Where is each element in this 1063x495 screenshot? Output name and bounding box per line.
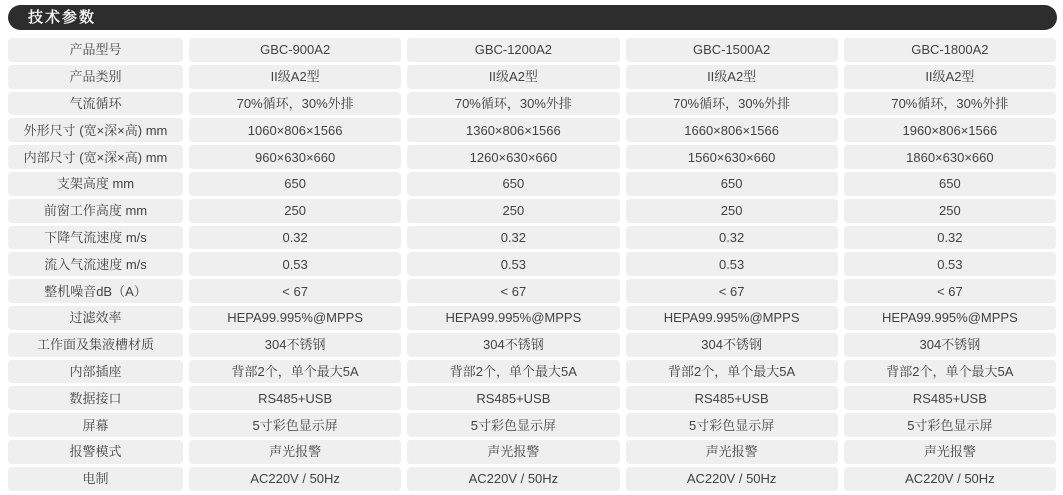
value-cell-gbc-900a2: 背部2个，单个最大5A — [189, 360, 401, 384]
value-cell-gbc-900a2: < 67 — [189, 279, 401, 303]
value-cell-gbc-1200a2: 1360×806×1566 — [407, 118, 619, 142]
value-cell-gbc-1800a2: GBC-1800A2 — [844, 38, 1056, 62]
table-row — [8, 413, 1056, 437]
row-label: 内部插座 — [8, 360, 183, 384]
table-row — [8, 279, 1056, 303]
table-row — [8, 440, 1056, 464]
value-cell-gbc-1800a2: HEPA99.995%@MPPS — [844, 306, 1056, 330]
table-row — [8, 333, 1056, 357]
value-cell-gbc-1500a2: II级A2型 — [626, 65, 838, 89]
row-label: 产品类别 — [8, 65, 183, 89]
value-cell-gbc-1800a2: 背部2个，单个最大5A — [844, 360, 1056, 384]
value-cell-gbc-900a2: 650 — [189, 172, 401, 196]
value-cell-gbc-1800a2: 250 — [844, 199, 1056, 223]
row-label: 流入气流速度 m/s — [8, 252, 183, 276]
value-cell-gbc-900a2: 声光报警 — [189, 440, 401, 464]
value-cell-gbc-1500a2: 0.53 — [626, 252, 838, 276]
value-cell-gbc-900a2: 960×630×660 — [189, 145, 401, 169]
table-row — [8, 360, 1056, 384]
value-cell-gbc-900a2: 304不锈钢 — [189, 333, 401, 357]
row-label: 工作面及集液槽材质 — [8, 333, 183, 357]
value-cell-gbc-1500a2: 650 — [626, 172, 838, 196]
value-cell-gbc-1500a2: 304不锈钢 — [626, 333, 838, 357]
row-label: 产品型号 — [8, 38, 183, 62]
table-row — [8, 252, 1056, 276]
value-cell-gbc-1200a2: 5寸彩色显示屏 — [407, 413, 619, 437]
value-cell-gbc-1200a2: AC220V / 50Hz — [407, 467, 619, 491]
value-cell-gbc-900a2: GBC-900A2 — [189, 38, 401, 62]
value-cell-gbc-1500a2: AC220V / 50Hz — [626, 467, 838, 491]
value-cell-gbc-1800a2: 1960×806×1566 — [844, 118, 1056, 142]
value-cell-gbc-1800a2: 1860×630×660 — [844, 145, 1056, 169]
value-cell-gbc-1500a2: 250 — [626, 199, 838, 223]
row-label: 电制 — [8, 467, 183, 491]
row-label: 屏幕 — [8, 413, 183, 437]
value-cell-gbc-1800a2: II级A2型 — [844, 65, 1056, 89]
section-title: 技术参数 — [28, 9, 97, 26]
value-cell-gbc-1500a2: 1660×806×1566 — [626, 118, 838, 142]
value-cell-gbc-900a2: RS485+USB — [189, 386, 401, 410]
value-cell-gbc-900a2: 1060×806×1566 — [189, 118, 401, 142]
value-cell-gbc-1800a2: 5寸彩色显示屏 — [844, 413, 1056, 437]
table-row — [8, 65, 1056, 89]
row-label: 报警模式 — [8, 440, 183, 464]
value-cell-gbc-1200a2: 650 — [407, 172, 619, 196]
value-cell-gbc-1800a2: 0.53 — [844, 252, 1056, 276]
value-cell-gbc-1200a2: 声光报警 — [407, 440, 619, 464]
table-row — [8, 199, 1056, 223]
row-label: 外形尺寸 (宽×深×高) mm — [8, 118, 183, 142]
value-cell-gbc-1500a2: 背部2个，单个最大5A — [626, 360, 838, 384]
value-cell-gbc-1200a2: 304不锈钢 — [407, 333, 619, 357]
row-label: 支架高度 mm — [8, 172, 183, 196]
table-row — [8, 467, 1056, 491]
value-cell-gbc-900a2: 250 — [189, 199, 401, 223]
value-cell-gbc-1800a2: 70%循环，30%外排 — [844, 92, 1056, 116]
value-cell-gbc-900a2: 70%循环，30%外排 — [189, 92, 401, 116]
row-label: 整机噪音dB（A） — [8, 279, 183, 303]
value-cell-gbc-1800a2: 0.32 — [844, 226, 1056, 250]
row-label: 气流循环 — [8, 92, 183, 116]
value-cell-gbc-1800a2: AC220V / 50Hz — [844, 467, 1056, 491]
value-cell-gbc-1500a2: HEPA99.995%@MPPS — [626, 306, 838, 330]
value-cell-gbc-1500a2: 5寸彩色显示屏 — [626, 413, 838, 437]
table-row — [8, 386, 1056, 410]
row-label: 过滤效率 — [8, 306, 183, 330]
table-row — [8, 172, 1056, 196]
value-cell-gbc-1500a2: RS485+USB — [626, 386, 838, 410]
value-cell-gbc-1800a2: RS485+USB — [844, 386, 1056, 410]
value-cell-gbc-900a2: 0.53 — [189, 252, 401, 276]
table-row — [8, 118, 1056, 142]
value-cell-gbc-1200a2: GBC-1200A2 — [407, 38, 619, 62]
value-cell-gbc-1500a2: 声光报警 — [626, 440, 838, 464]
value-cell-gbc-1800a2: 304不锈钢 — [844, 333, 1056, 357]
value-cell-gbc-1200a2: HEPA99.995%@MPPS — [407, 306, 619, 330]
value-cell-gbc-1800a2: 声光报警 — [844, 440, 1056, 464]
value-cell-gbc-1500a2: < 67 — [626, 279, 838, 303]
value-cell-gbc-1200a2: RS485+USB — [407, 386, 619, 410]
value-cell-gbc-1500a2: 0.32 — [626, 226, 838, 250]
value-cell-gbc-1200a2: 0.53 — [407, 252, 619, 276]
row-label: 数据接口 — [8, 386, 183, 410]
row-label: 内部尺寸 (宽×深×高) mm — [8, 145, 183, 169]
table-row — [8, 226, 1056, 250]
value-cell-gbc-900a2: 5寸彩色显示屏 — [189, 413, 401, 437]
section-title-bar — [8, 5, 1057, 30]
value-cell-gbc-1800a2: 650 — [844, 172, 1056, 196]
value-cell-gbc-900a2: 0.32 — [189, 226, 401, 250]
row-label: 前窗工作高度 mm — [8, 199, 183, 223]
table-row — [8, 92, 1056, 116]
value-cell-gbc-900a2: AC220V / 50Hz — [189, 467, 401, 491]
value-cell-gbc-900a2: HEPA99.995%@MPPS — [189, 306, 401, 330]
value-cell-gbc-1500a2: 1560×630×660 — [626, 145, 838, 169]
spec-table — [8, 38, 1056, 491]
table-row — [8, 38, 1056, 62]
table-row — [8, 306, 1056, 330]
row-label: 下降气流速度 m/s — [8, 226, 183, 250]
value-cell-gbc-1800a2: < 67 — [844, 279, 1056, 303]
value-cell-gbc-1200a2: 70%循环，30%外排 — [407, 92, 619, 116]
value-cell-gbc-1500a2: GBC-1500A2 — [626, 38, 838, 62]
value-cell-gbc-1200a2: 1260×630×660 — [407, 145, 619, 169]
value-cell-gbc-1200a2: 背部2个，单个最大5A — [407, 360, 619, 384]
value-cell-gbc-1200a2: 0.32 — [407, 226, 619, 250]
value-cell-gbc-1200a2: II级A2型 — [407, 65, 619, 89]
value-cell-gbc-900a2: II级A2型 — [189, 65, 401, 89]
value-cell-gbc-1200a2: 250 — [407, 199, 619, 223]
value-cell-gbc-1200a2: < 67 — [407, 279, 619, 303]
table-row — [8, 145, 1056, 169]
value-cell-gbc-1500a2: 70%循环，30%外排 — [626, 92, 838, 116]
